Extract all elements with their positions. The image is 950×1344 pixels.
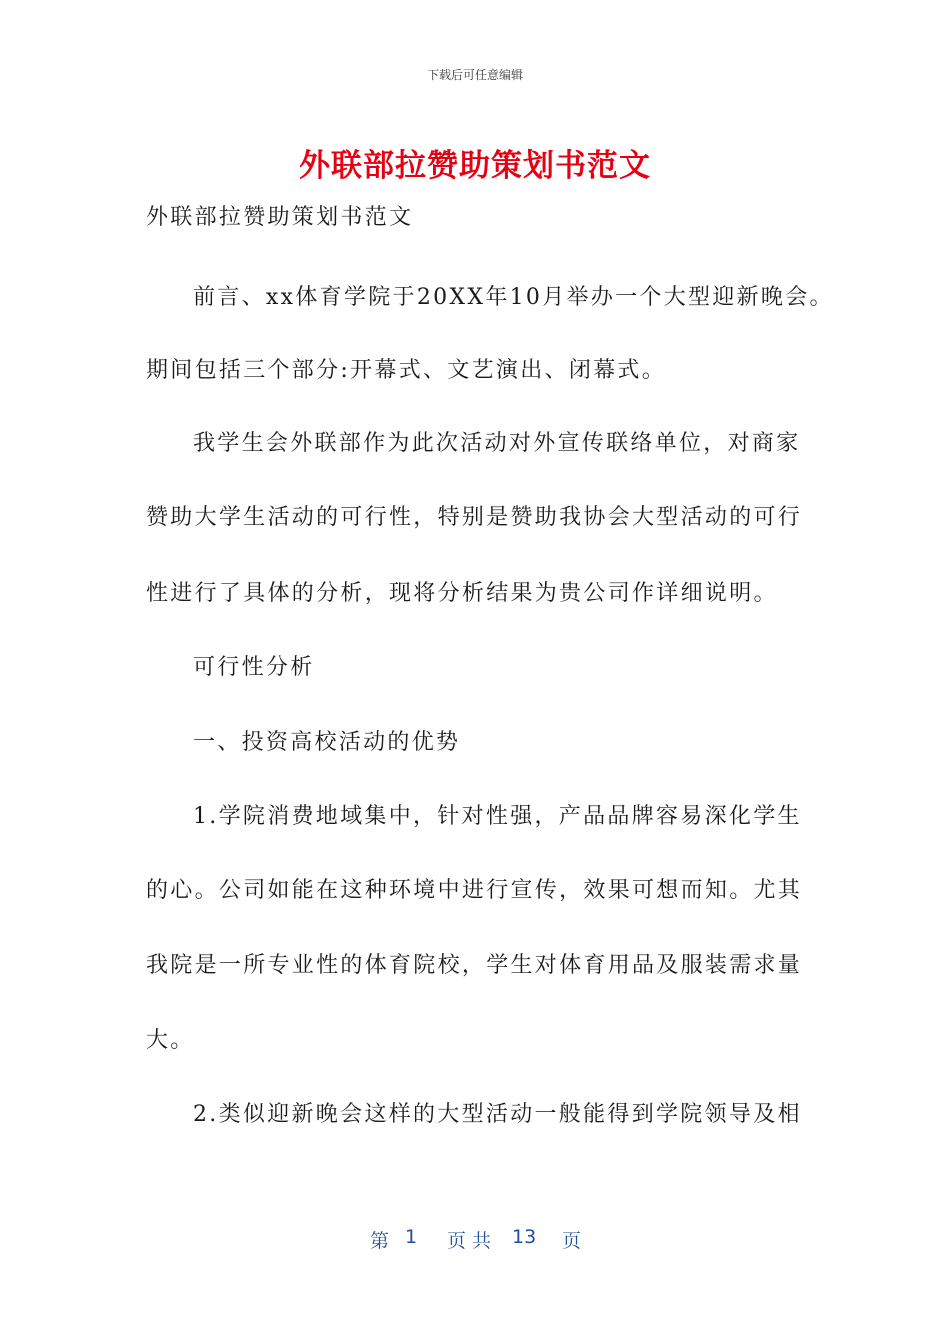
page-current-number: 1 [405, 1226, 418, 1248]
section-heading: 一、投资高校活动的优势 [193, 730, 461, 755]
body-line: 前言、xx体育学院于20XX年10月举办一个大型迎新晚会。 [193, 285, 834, 310]
body-line: 2.类似迎新晚会这样的大型活动一般能得到学院领导及相 [193, 1102, 802, 1127]
body-line: 期间包括三个部分:开幕式、文艺演出、闭幕式。 [146, 358, 667, 383]
body-line: 1.学院消费地域集中，针对性强，产品品牌容易深化学生 [193, 804, 802, 829]
page-suffix: 页 [562, 1230, 582, 1252]
body-line: 我学生会外联部作为此次活动对外宣传联络单位，对商家 [193, 431, 801, 456]
body-line: 赞助大学生活动的可行性，特别是赞助我协会大型活动的可行 [146, 505, 803, 530]
body-line: 外联部拉赞助策划书范文 [146, 205, 414, 230]
page-prefix: 第 [370, 1230, 390, 1252]
body-line: 大。 [146, 1028, 195, 1053]
section-heading: 可行性分析 [193, 655, 315, 680]
body-line: 性进行了具体的分析，现将分析结果为贵公司作详细说明。 [146, 581, 778, 606]
body-line: 我院是一所专业性的体育院校，学生对体育用品及服装需求量 [146, 953, 803, 978]
body-line: 的心。公司如能在这种环境中进行宣传，效果可想而知。尤其 [146, 878, 803, 903]
document-title: 外联部拉赞助策划书范文 [299, 148, 651, 184]
page-total-number: 13 [512, 1226, 537, 1248]
page-middle-text: 页 共 [447, 1230, 492, 1252]
page-header-note: 下载后可任意编辑 [426, 68, 523, 82]
